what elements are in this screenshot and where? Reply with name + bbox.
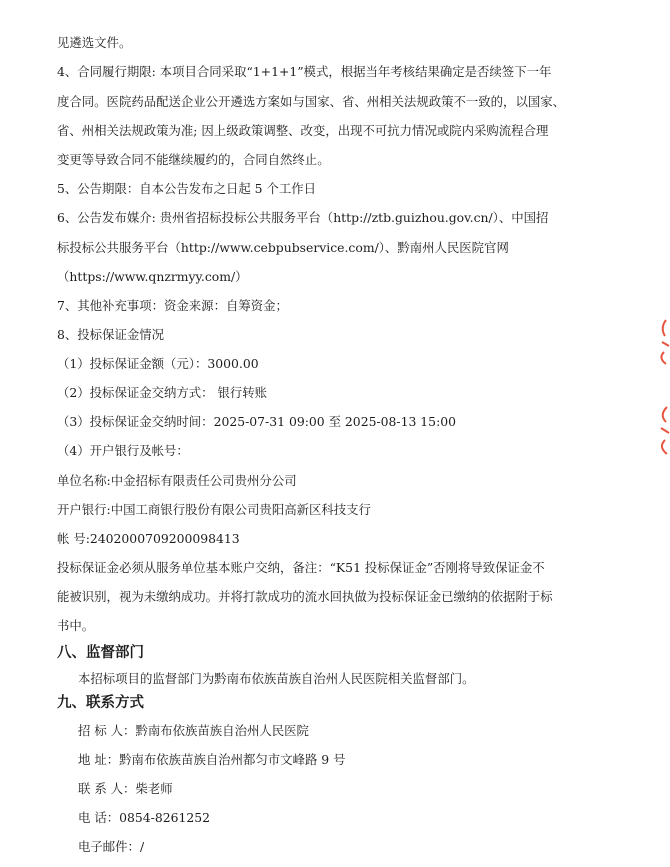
text-line: 4、合同履行期限: 本项目合同采取“1+1+1”模式，根据当年考核结果确定是否续签下一年 — [57, 64, 552, 79]
contact-email: 电子邮件：/ — [78, 839, 145, 854]
text-line: 帐 号:2402000709200098413 — [57, 531, 240, 546]
text-line: 变更等导致合同不能继续履约的，合同自然终止。 — [57, 152, 330, 167]
text-line: 度合同。医院药品配送企业公开遴选方案如与国家、省、州相关法规政策不一致的，以国家、 — [57, 94, 566, 109]
section-8-heading: 八、监督部门 — [57, 645, 144, 661]
text-line: 能被识别，视为未缴纳成功。并将打款成功的流水回执做为投标保证金已缴纳的依据附于标 — [57, 589, 553, 604]
text-line: 7、其他补充事项：资金来源：自筹资金； — [57, 298, 288, 313]
text-line: 开户银行:中国工商银行股份有限公司贵阳高新区科技支行 — [57, 502, 371, 517]
text-line: （https://www.qnzrmyy.com/） — [57, 269, 248, 284]
section-9-heading: 九、联系方式 — [57, 695, 144, 711]
text-line: 省、州相关法规政策为准; 因上级政策调整、改变，出现不可抗力情况或院内采购流程合理 — [57, 123, 549, 138]
contact-phone: 电 话：0854-8261252 — [78, 810, 211, 825]
text-line: （1）投标保证金额（元）：3000.00 — [57, 356, 259, 371]
text-line: 投标保证金必须从服务单位基本账户交纳，备注：“K51 投标保证金”否刚将导致保证金不 — [57, 560, 545, 575]
contact-address: 地 址：黔南布依族苗族自治州都匀市文峰路 9 号 — [78, 752, 346, 767]
text-line: 见遴选文件。 — [57, 35, 132, 50]
text-line: 8、投标保证金情况 — [57, 327, 165, 342]
contact-person: 联 系 人：柴老师 — [78, 781, 173, 796]
text-line: （3）投标保证金交纳时间：2025-07-31 09:00 至 2025-08-13 15:00 — [57, 414, 457, 429]
section-8-body: 本招标项目的监督部门为黔南布依族苗族自治州人民医院相关监督部门。 — [78, 671, 475, 686]
text-line: 标投标公共服务平台（http://www.cebpubservice.com/）、黔南州人民医院官网 — [57, 240, 509, 255]
text-line: （4）开户银行及帐号： — [57, 443, 189, 458]
text-line: （2）投标保证金交纳方式： 银行转账 — [57, 385, 268, 400]
contact-tenderer: 招 标 人：黔南布依族苗族自治州人民医院 — [78, 723, 309, 738]
text-line: 单位名称:中金招标有限责任公司贵州分公司 — [57, 473, 297, 488]
text-line: 6、公告发布媒介: 贵州省招标投标公共服务平台（http://ztb.guizhou.gov.cn/）、中国招 — [57, 210, 549, 225]
red-seal-fragment — [656, 312, 670, 482]
text-line: 5、公告期限：自本公告发布之日起 5 个工作日 — [57, 181, 317, 196]
text-line: 书中。 — [57, 618, 95, 633]
